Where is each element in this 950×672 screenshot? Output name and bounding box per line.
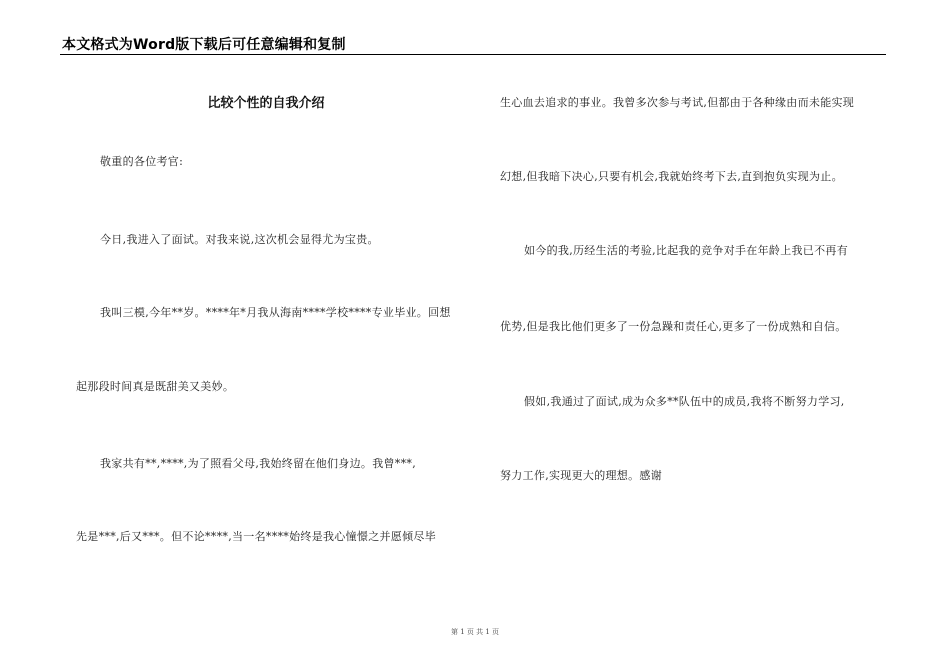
right-line-6: 努力工作,实现更大的理想。感谢 <box>500 469 662 482</box>
left-line-1: 敬重的各位考官: <box>100 155 184 168</box>
left-line-3: 我叫三模,今年**岁。****年*月我从海南****学校****专业毕业。回想 <box>100 306 451 319</box>
right-line-3: 如今的我,历经生活的考验,比起我的竞争对手在年龄上我已不再有 <box>524 244 848 257</box>
right-line-4: 优势,但是我比他们更多了一份急躁和责任心,更多了一份成熟和自信。 <box>500 320 847 333</box>
header-title: 本文格式为Word版下载后可任意编辑和复制 <box>62 37 346 53</box>
right-line-5: 假如,我通过了面试,成为众多**队伍中的成员,我将不断努力学习, <box>524 395 845 408</box>
left-line-2: 今日,我进入了面试。对我来说,这次机会显得尤为宝贵。 <box>100 233 379 246</box>
header-divider <box>60 54 886 55</box>
left-line-5: 我家共有**,****,为了照看父母,我始终留在他们身边。我曾***, <box>100 457 416 470</box>
page-number: 第 1 页 共 1 页 <box>450 628 500 636</box>
document-title: 比较个性的自我介绍 <box>207 96 325 111</box>
left-line-4: 起那段时间真是既甜美又美妙。 <box>76 380 235 393</box>
left-line-6: 先是***,后又***。但不论****,当一名****始终是我心憧憬之并愿倾尽毕 <box>76 530 436 543</box>
right-line-1: 生心血去追求的事业。我曾多次参与考试,但都由于各种缘由而未能实现 <box>500 96 855 109</box>
right-line-2: 幻想,但我暗下决心,只要有机会,我就始终考下去,直到抱负实现为止。 <box>500 170 843 183</box>
